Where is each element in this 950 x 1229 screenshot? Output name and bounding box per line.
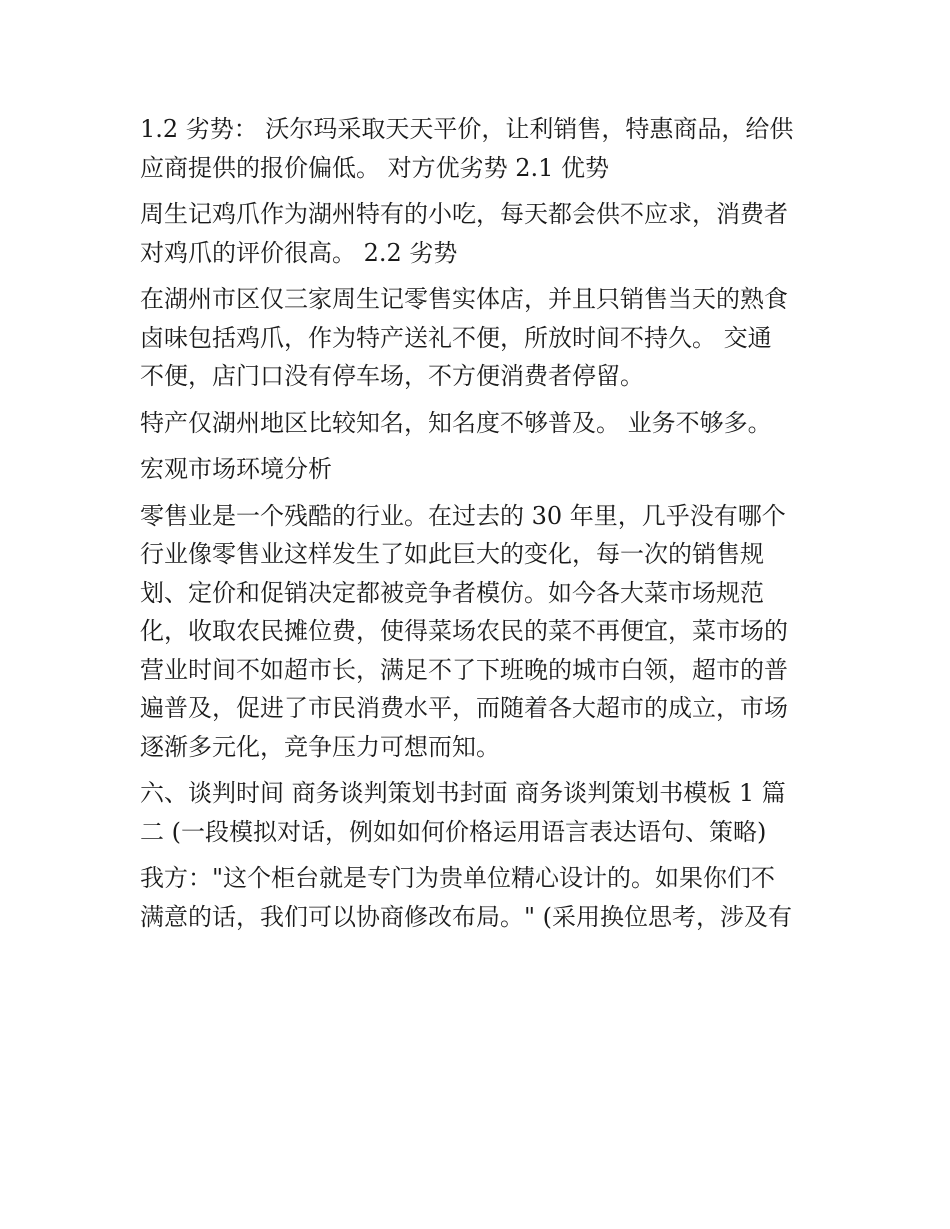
text-line: 我方："这个柜台就是专门为贵单位精心设计的。如果你们不 — [140, 864, 776, 892]
text-line: 对鸡爪的评价很高。 2.2 劣势 — [140, 238, 458, 267]
document-body — [140, 110, 830, 936]
text-line: 划、定价和促销决定都被竞争者模仿。如今各大菜市场规范 — [140, 578, 764, 607]
text-line: 遍普及，促进了市民消费水平，而随着各大超市的成立，市场 — [140, 694, 788, 722]
text-line: 二 (一段模拟对话，例如如何价格运用语言表达语句、策略) — [140, 817, 767, 846]
text-line: 营业时间不如超市长，满足不了下班晚的城市白领，超市的普 — [140, 655, 788, 684]
text-line: 逐渐多元化，竞争压力可想而知。 — [140, 732, 500, 761]
text-line: 在湖州市区仅三家周生记零售实体店，并且只销售当天的熟食 — [140, 285, 788, 313]
text-line: 零售业是一个残酷的行业。在过去的 30 年里，几乎没有哪个 — [140, 501, 786, 530]
text-line: 周生记鸡爪作为湖州特有的小吃，每天都会供不应求，消费者 — [140, 200, 788, 228]
text-line: 1.2 劣势： 沃尔玛采取天天平价，让利销售，特惠商品，给供 — [140, 115, 794, 143]
text-line: 满意的话，我们可以协商修改布局。" (采用换位思考，涉及有 — [140, 902, 793, 931]
text-line: 行业像零售业这样发生了如此巨大的变化，每一次的销售规 — [140, 540, 764, 568]
text-line: 化，收取农民摊位费，使得菜场农民的菜不再便宜，菜市场的 — [140, 617, 788, 645]
text-line: 不便，店门口没有停车场，不方便消费者停留。 — [140, 362, 644, 390]
text-line: 应商提供的报价偏低。 对方优劣势 2.1 优势 — [140, 153, 610, 182]
text-line: 卤味包括鸡爪，作为特产送礼不便，所放时间不持久。 交通 — [140, 323, 772, 352]
text-line: 六、谈判时间 商务谈判策划书封面 商务谈判策划书模板 1 篇 — [140, 779, 786, 807]
section-heading: 宏观市场环境分析 — [140, 455, 332, 483]
text-line: 特产仅湖州地区比较知名，知名度不够普及。 业务不够多。 — [140, 408, 772, 437]
